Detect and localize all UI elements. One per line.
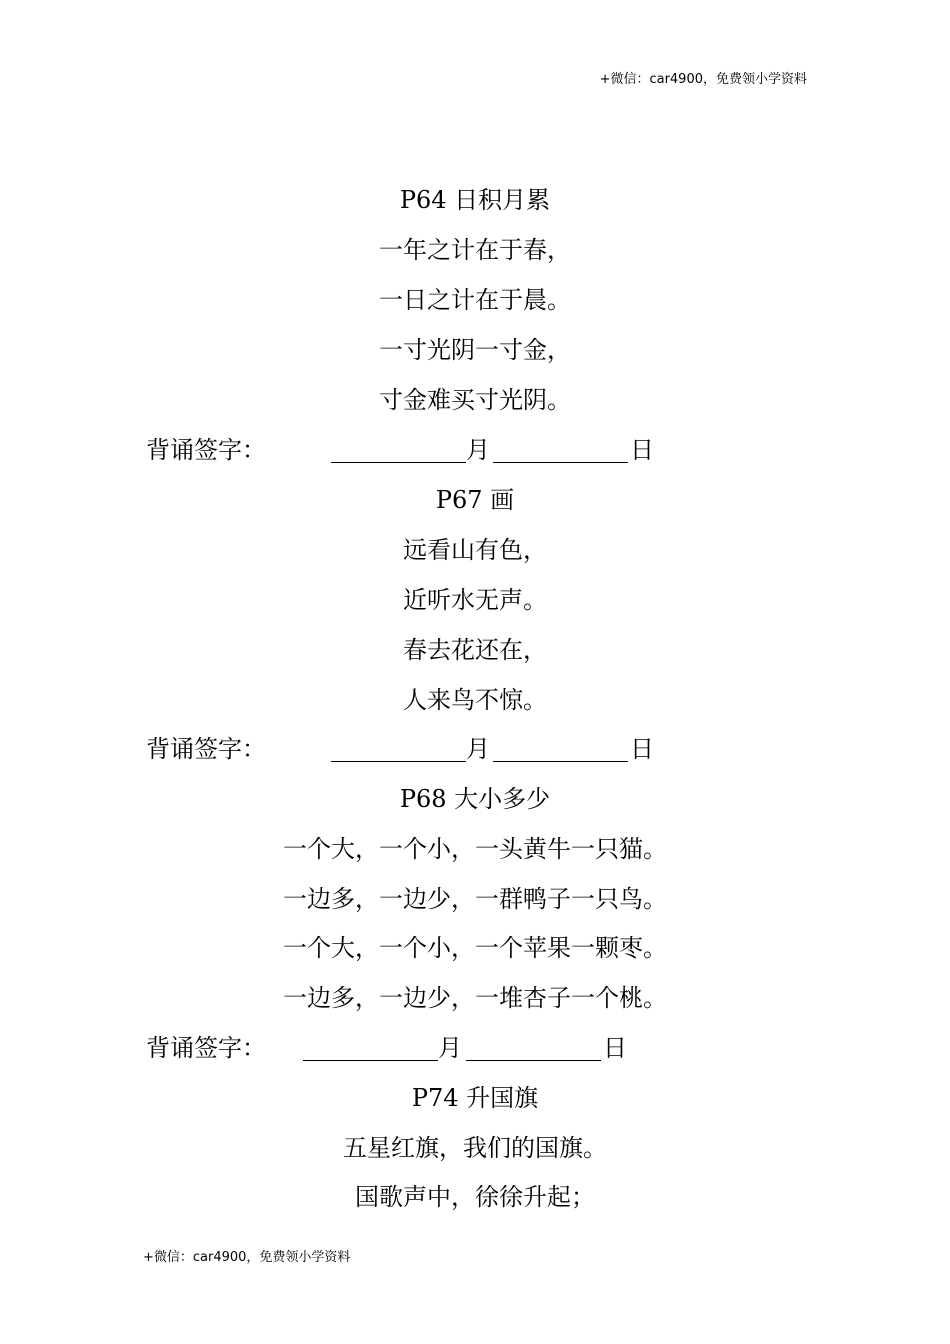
day-blank — [493, 761, 628, 762]
verse-line: 一年之计在于春， — [379, 236, 571, 264]
month-label: 月 — [466, 735, 490, 763]
signature-label: 背诵签字： — [146, 1034, 266, 1062]
month-blank — [303, 1060, 438, 1061]
day-blank — [466, 1060, 601, 1061]
day-blank — [493, 462, 628, 463]
verse-line: 一边多，一边少，一群鸭子一只鸟。 — [283, 885, 667, 913]
verse-line: 国歌声中，徐徐升起； — [355, 1183, 595, 1211]
verse-line: 一个大，一个小，一个苹果一颗枣。 — [283, 934, 667, 962]
signature-label: 背诵签字： — [146, 436, 266, 464]
day-label: 日 — [603, 1034, 627, 1062]
section-title: P64 日积月累 — [399, 186, 551, 214]
verse-line: 寸金难买寸光阴。 — [379, 386, 571, 414]
verse-line: 人来鸟不惊。 — [403, 686, 547, 714]
verse-line: 一边多，一边少，一堆杏子一个桃。 — [283, 984, 667, 1012]
header-note: +微信：car4900，免费领小学资料 — [599, 72, 807, 87]
section-title: P74 升国旗 — [411, 1084, 539, 1112]
section-title: P67 画 — [435, 486, 515, 514]
footer-note: +微信：car4900，免费领小学资料 — [143, 1250, 351, 1265]
month-blank — [331, 761, 466, 762]
verse-line: 五星红旗，我们的国旗。 — [343, 1134, 607, 1162]
day-label: 日 — [630, 436, 654, 464]
verse-line: 一个大，一个小，一头黄牛一只猫。 — [283, 835, 667, 863]
signature-label: 背诵签字： — [146, 735, 266, 763]
verse-line: 一日之计在于晨。 — [379, 286, 571, 314]
verse-line: 近听水无声。 — [403, 586, 547, 614]
verse-line: 远看山有色， — [403, 536, 547, 564]
verse-line: 春去花还在， — [403, 636, 547, 664]
verse-line: 一寸光阴一寸金， — [379, 336, 571, 364]
section-title: P68 大小多少 — [399, 785, 551, 813]
month-label: 月 — [438, 1034, 462, 1062]
month-label: 月 — [466, 436, 490, 464]
month-blank — [331, 462, 466, 463]
day-label: 日 — [630, 735, 654, 763]
